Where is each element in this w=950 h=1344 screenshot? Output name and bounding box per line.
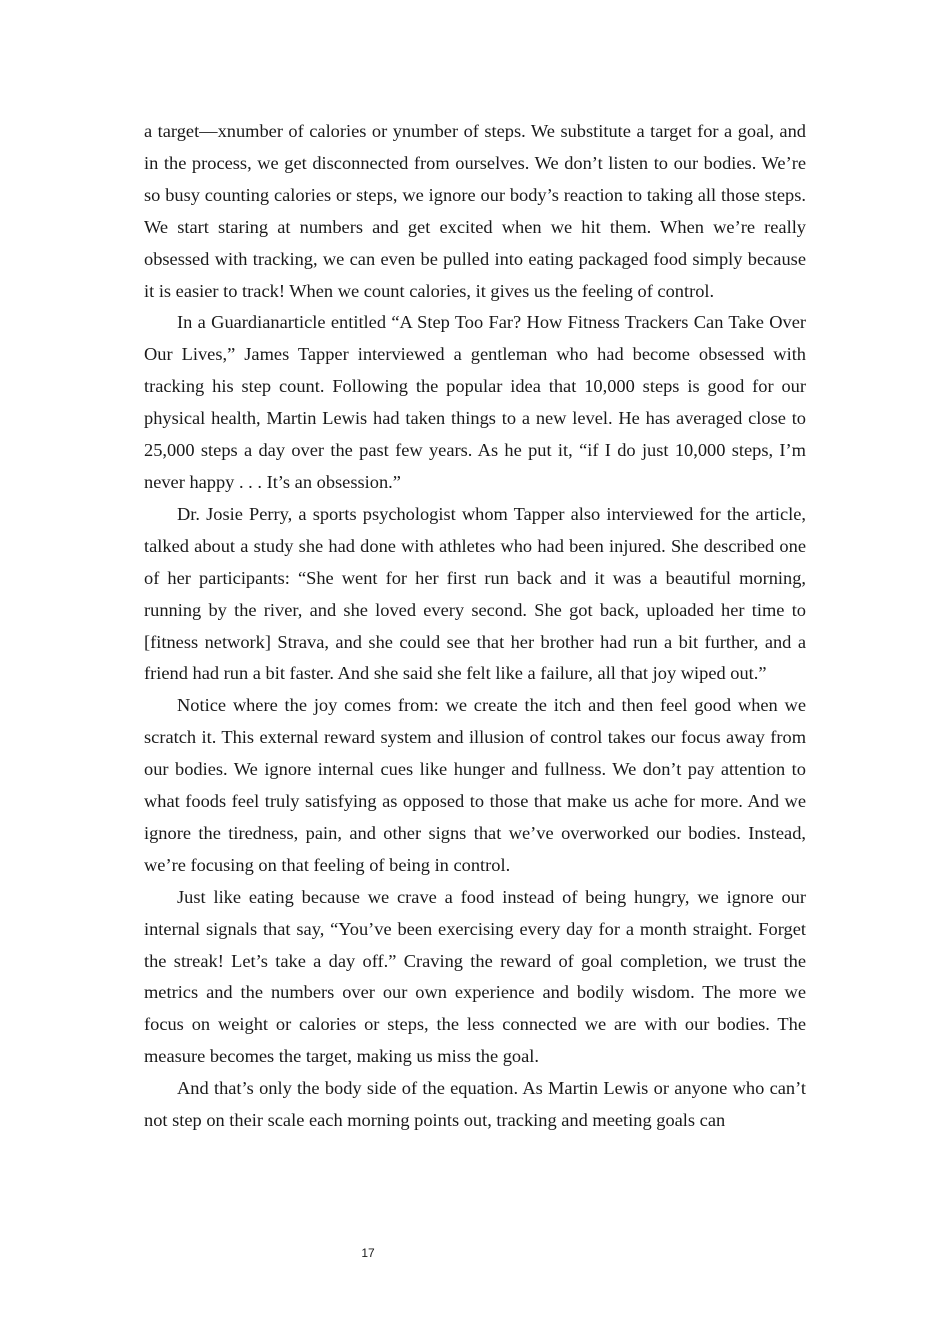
- body-text: [144, 116, 806, 1137]
- paragraph-continued: a target—xnumber of calories or ynumber of steps. We substitute a target for a goal, and in the process, we get disconnected from ourselves. We don’t listen to our bodies. We’re so busy counting calories or steps, we ignore our body’s reaction to taking all those steps. We start staring at numbers and get excited when we hit them. When we’re really obsessed with tracking, we can even be pulled into eating packaged food simply because it is easier to track! When we count calories, it gives us the feeling of control.: [144, 121, 806, 301]
- paragraph-josie-perry: Dr. Josie Perry, a sports psychologist whom Tapper also interviewed for the article, talked about a study she had done with athletes who had been injured. She described one of her participants: “She went for her first run back and it was a beautiful morning, running by the river, and she loved every second. She got back, uploaded her time to [fitness network] Strava, and she could see that her brother had run a bit further, and a friend had run a bit faster. And she said she felt like a failure, all that joy wiped out.”: [144, 503, 806, 684]
- paragraph-guardian-article: In a Guardianarticle entitled “A Step Too Far? How Fitness Trackers Can Take Over Our Lives,” James Tapper interviewed a gentleman who had become obsessed with tracking his step count. Following the popular idea that 10,000 steps is good for our physical health, Martin Lewis had taken things to a new level. He has averaged close to 25,000 steps a day over the past few years. As he put it, “if I do just 10,000 steps, I’m never happy . . . It’s an obsession.”: [144, 312, 806, 492]
- paragraph-notice-joy: Notice where the joy comes from: we create the itch and then feel good when we scratch it. This external reward system and illusion of control takes our focus away from our bodies. We ignore internal cues like hunger and fullness. We don’t pay attention to what foods feel truly satisfying as opposed to those that make us ache for more. And we ignore the tiredness, pain, and other signs that we’ve overworked our bodies. Instead, we’re focusing on that feeling of being in control.: [144, 695, 806, 875]
- paragraph-eating-craving: Just like eating because we crave a food instead of being hungry, we ignore our internal signals that say, “You’ve been exercising every day for a month straight. Forget the streak! Let’s take a day off.” Craving the reward of goal completion, we trust the metrics and the numbers over our own experience and bodily wisdom. The more we focus on weight or calories or steps, the less connected we are with our bodies. The measure becomes the target, making us miss the goal.: [144, 886, 806, 1067]
- page-number: 17: [361, 1246, 375, 1260]
- paragraph-body-side: And that’s only the body side of the equation. As Martin Lewis or anyone who can’t not step on their scale each morning points out, tracking and meeting goals can: [144, 1078, 806, 1131]
